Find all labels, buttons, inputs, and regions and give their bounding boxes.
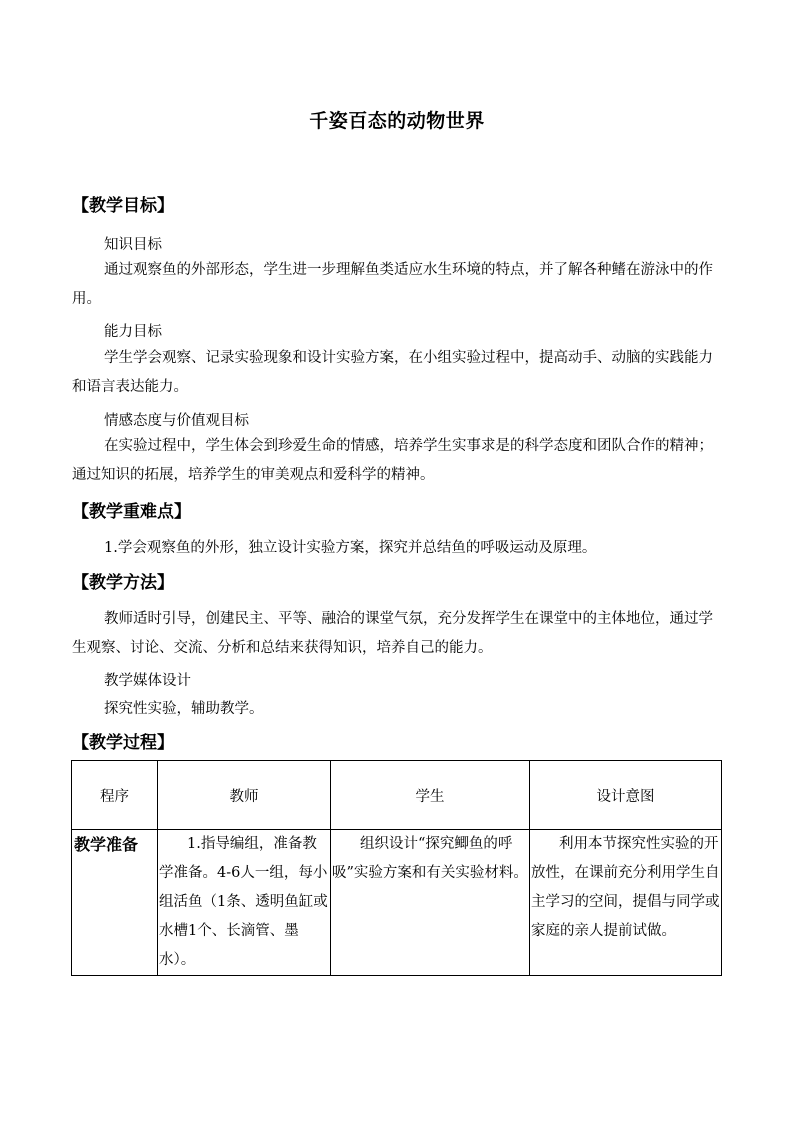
ability-goal-label: 能力目标 xyxy=(104,324,162,340)
ability-goal-text: 学生学会观察、记录实验现象和设计实验方案，在小组实验过程中，提高动手、动脑的实践能力和语言表达能力。 xyxy=(72,350,713,395)
process-table xyxy=(71,760,722,976)
intent-text: 利用本节探究性实验的开放性，在课前充分利用学生自主学习的空间，提倡与同学或家庭的亲人提前试做。 xyxy=(531,836,720,939)
knowledge-goal-text: 通过观察鱼的外部形态，学生进一步理解鱼类适应水生环境的特点，并了解各种鳍在游泳中的作用。 xyxy=(72,262,713,307)
table-header-row xyxy=(72,761,722,830)
table-row xyxy=(72,830,722,976)
document-title: 千姿百态的动物世界 xyxy=(309,110,485,132)
teacher-text: 1.指导编组，准备教学准备。4-6人一组，每小组活鱼（1条、透明鱼缸或水槽1个、长滴管、墨水）。 xyxy=(159,836,328,968)
table-cell-teacher xyxy=(158,830,331,976)
table-header-cell: 程序 xyxy=(72,761,158,830)
emotion-goal-label: 情感态度与价值观目标 xyxy=(104,413,249,429)
media-design-label: 教学媒体设计 xyxy=(104,673,191,689)
section-heading-goals: 【教学目标】 xyxy=(72,196,174,216)
stage-label: 教学准备 xyxy=(74,835,139,854)
section-heading-key-points: 【教学重难点】 xyxy=(72,502,191,522)
table-header-cell: 学生 xyxy=(331,761,530,830)
table-header-cell: 设计意图 xyxy=(530,761,722,830)
table-cell-stage xyxy=(72,830,158,976)
student-text: 组织设计“探究鲫鱼的呼吸”实验方案和有关实验材料。 xyxy=(332,836,528,881)
methods-text: 教师适时引导，创建民主、平等、融洽的课堂气氛，充分发挥学生在课堂中的主体地位，通过学生观察、讨论、交流、分析和总结来获得知识，培养自己的能力。 xyxy=(72,611,713,656)
key-points-text: 1.学会观察鱼的外形，独立设计实验方案，探究并总结鱼的呼吸运动及原理。 xyxy=(104,540,597,556)
media-design-text: 探究性实验，辅助教学。 xyxy=(104,701,264,717)
section-heading-process: 【教学过程】 xyxy=(72,733,174,753)
section-heading-methods: 【教学方法】 xyxy=(72,573,174,593)
table-cell-student xyxy=(331,830,530,976)
knowledge-goal-label: 知识目标 xyxy=(104,237,162,253)
table-cell-intent xyxy=(530,830,722,976)
emotion-goal-text: 在实验过程中，学生体会到珍爱生命的情感，培养学生实事求是的科学态度和团队合作的精神；通过知识的拓展，培养学生的审美观点和爱科学的精神。 xyxy=(72,438,713,483)
table-header-cell: 教师 xyxy=(158,761,331,830)
